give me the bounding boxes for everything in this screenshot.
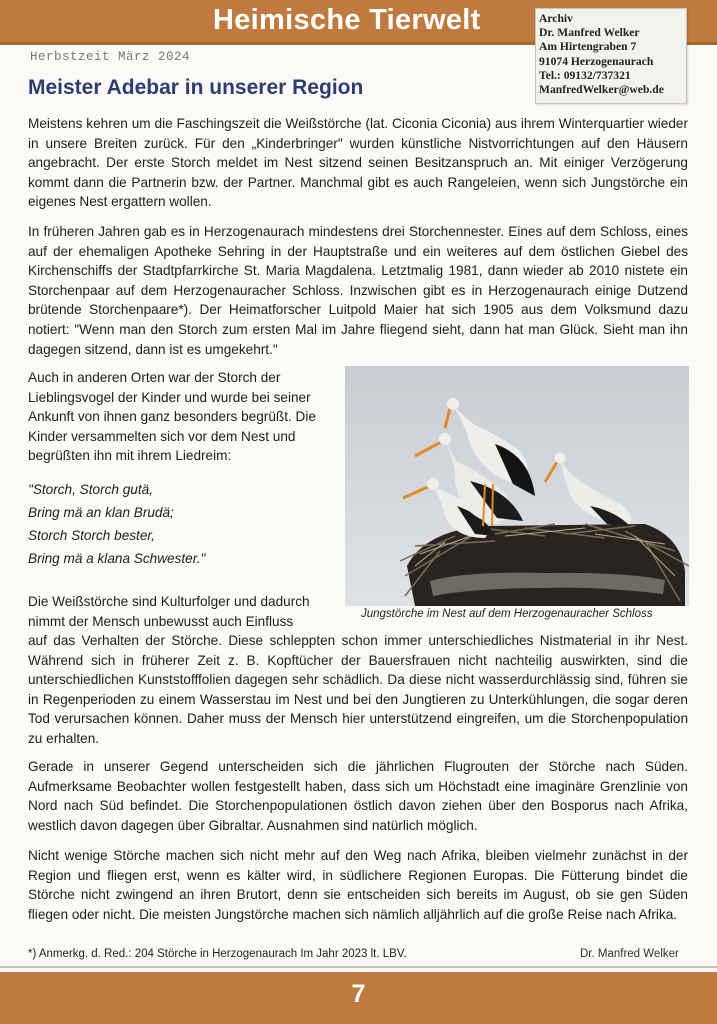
stork-nest-illustration [345, 366, 689, 606]
photo-caption: Jungstörche im Nest auf dem Herzogenauracher Schloss [361, 608, 653, 620]
article-headline: Meister Adebar in unserer Region [28, 76, 364, 99]
season-label: Herbstzeit März 2024 [30, 50, 191, 64]
paragraph-1: Meistens kehren um die Faschingszeit die Weißstörche (lat. Ciconia Ciconia) aus ihrem Winterquartier wieder in unsere Breiten zurück. Für den „Kinderbringer" wurden künstliche Nistvorrichtungen auf den Häusern angebracht. Der erste Storch meldet im Nest sitzend seinen Besitzanspruch an. Mit einiger Verzögerung kommt dann die Partnerin bzw. der Partner. Manchmal gibt es auch Rangeleien, wenn sich Jungstörche ein eigenes Nest ergattern wollen. [28, 116, 688, 210]
stamp-line: Archiv [539, 12, 573, 25]
archive-stamp [535, 8, 687, 104]
poem [28, 478, 205, 570]
poem-line: Storch Storch bester, [28, 528, 155, 543]
paragraph-6: Gerade in unserer Gegend unterscheiden sich die jährlichen Flugrouten der Störche nach Süden. Aufmerksame Beobachter wollen festgestellt haben, dass sich um Höchstadt eine imaginäre Grenzlinie von Nord nach Süd befindet. Die Storchenpopulationen östlich davon ziehen über den Bosporus nach Afrika, westlich davon dagegen über Gibraltar. Ausnahmen sind natürlich möglich. [28, 759, 688, 833]
paragraph-5: auf das Verhalten der Störche. Diese schleppten schon immer unterschiedliches Nistmaterial in ihr Nest. Während sich in früherer Zeit z. B. Kopftücher der Bauersfrauen nicht nachteilig auswirkten, sind die unterschiedlichen Kunststofffolien dagegen sehr schädlich. Da diese nicht wasserdurchlässig sind, führen sie in Regenperioden zu einem Wasserstau im Nest und bei den Jungtieren zu Unterkühlungen, die sogar deren Tod verursachen können. Daher muss der Mensch hier unterstützend eingreifen, um die Storchenpopulation zu erhalten. [28, 633, 688, 746]
stork-nest-photo [345, 366, 689, 606]
poem-line: "Storch, Storch gutä, [28, 482, 153, 497]
paragraph-2: In früheren Jahren gab es in Herzogenaurach mindestens drei Storchennester. Eines auf dem Schloss, eines auf der ehemaligen Apotheke Sehring in der Hauptstraße und ein weiteres auf dem östlichen Giebel des Kirchenschiffs der Stadtpfarrkirche St. Maria Magdalena. Letztmalig 1981, dann wieder ab 2010 nistete ein Storchenpaar auf dem Herzogenauracher Schloss. Inzwischen gibt es in Herzogenaurach einige Dutzend brütende Storchenpaare*). Der Heimatforscher Luitpold Maier hat sich 1905 aus dem Volksmund dazu notiert: "Wenn man den Storch zum ersten Mal im Jahre fliegend sieht, dann hat man Glück. Sieht man ihn dagegen sitzend, dann ist es umgekehrt." [28, 224, 688, 357]
poem-line: Bring mä an klan Brudä; [28, 505, 174, 520]
stamp-line: Am Hirtengraben 7 [539, 40, 637, 54]
page-number: 7 [351, 980, 366, 1008]
footer-bar [0, 972, 717, 1024]
poem-line: Bring mä a klana Schwester." [28, 551, 206, 566]
footnote: *) Anmerkg. d. Red.: 204 Störche in Herzogenaurach Im Jahr 2023 lt. LBV. [28, 948, 407, 960]
stamp-line: Tel.: 09132/737321 [539, 68, 631, 82]
footer-divider [0, 966, 717, 968]
author-name: Dr. Manfred Welker [580, 948, 679, 960]
paragraph-4: Die Weißstörche sind Kulturfolger und dadurch nimmt der Mensch unbewusst auch Einfluss [28, 594, 310, 629]
paragraph-3: Auch in anderen Orten war der Storch der Lieblingsvogel der Kinder und wurde bei seiner Ankunft von ihnen ganz besonders begrüßt. Die Kinder versammelten sich vor dem Nest und begrüßten ihn mit ihrem Liedreim: [28, 370, 316, 464]
section-title: Heimische Tierwelt [213, 4, 481, 36]
paragraph-7: Nicht wenige Störche machen sich nicht mehr auf den Weg nach Afrika, bleiben vielmehr zunächst in der Region und fliegen erst, wenn es kälter wird, in südlichere Regionen Europas. Die Fütterung bindet die Störche nicht zwingend an ihren Brutort, denn sie entscheiden sich bereits im August, ob sie gen Süden fliegen oder nicht. Die meisten Jungstörche machen sich nämlich alljährlich auf die große Reise nach Afrika. [28, 848, 688, 922]
stamp-line: Dr. Manfred Welker [539, 26, 640, 40]
stamp-line: 91074 Herzogenaurach [539, 54, 654, 68]
stamp-line: ManfredWelker@web.de [539, 83, 664, 97]
